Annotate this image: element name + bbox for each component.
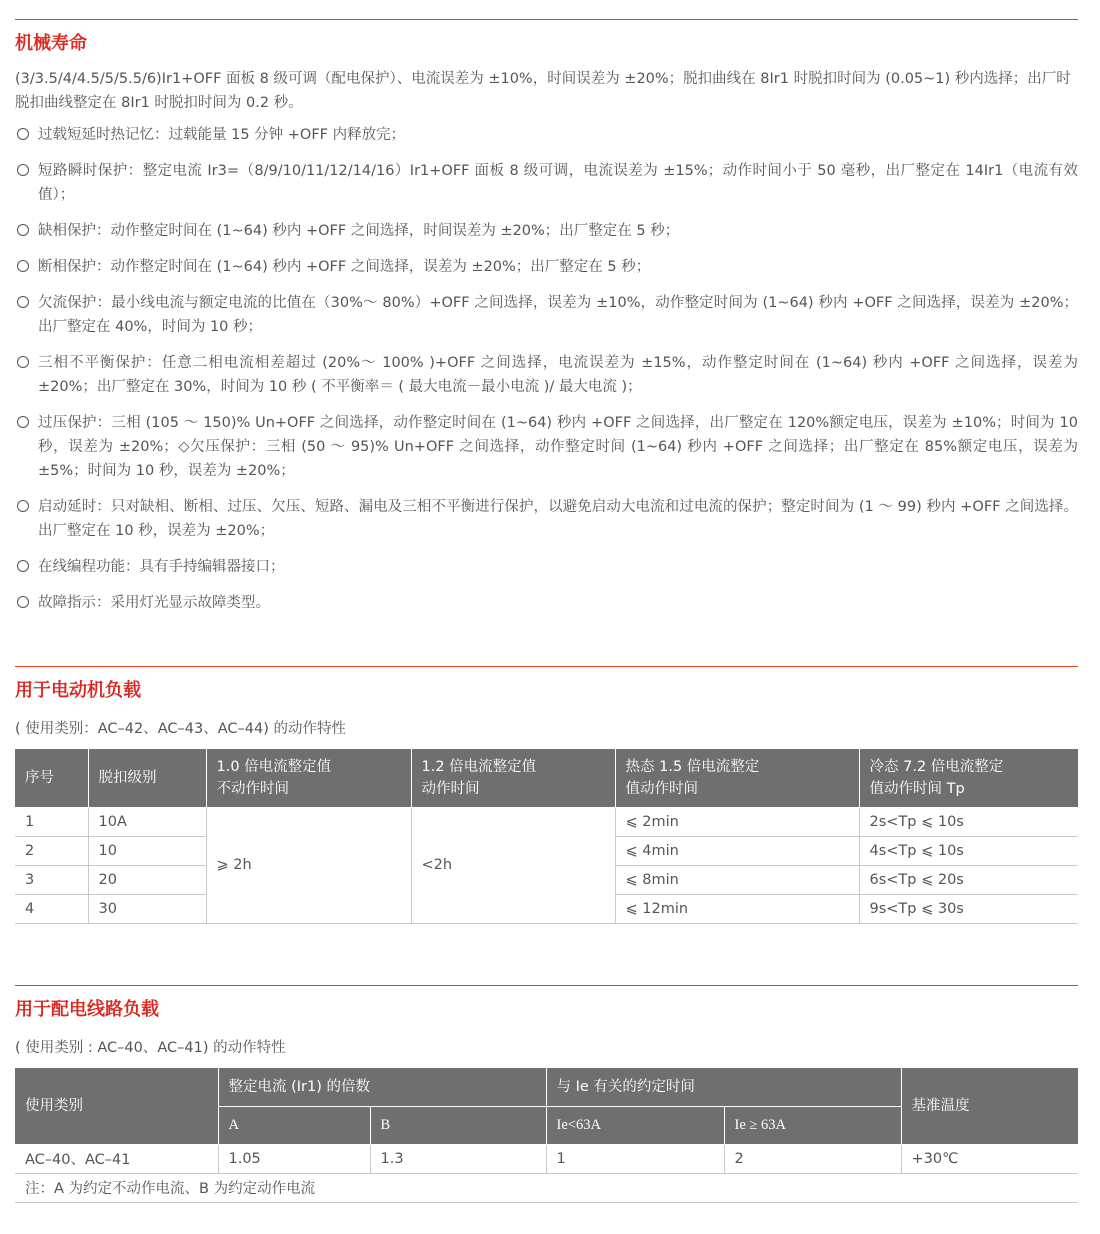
list-item: 欠流保护：最小线电流与额定电流的比值在（30%～ 80%）+OFF 之间选择，误差为 ±10%，动作整定时间为 (1~64) 秒内 +OFF 之间选择，误差为 ±20%；出厂整定在 40%，时间为 10 秒； bbox=[15, 291, 1078, 339]
cell-level: 10A bbox=[88, 807, 206, 836]
circle-bullet-icon bbox=[17, 560, 29, 572]
cell-cold: 2s<Tp ⩽ 10s bbox=[859, 807, 1078, 836]
cell-1-0x-merged: ⩾ 2h bbox=[206, 807, 411, 923]
cell-cold: 4s<Tp ⩽ 10s bbox=[859, 836, 1078, 865]
circle-bullet-icon bbox=[17, 260, 29, 272]
list-item: 短路瞬时保护：整定电流 Ir3=（8/9/10/11/12/14/16）Ir1+OFF 面板 8 级可调，电流误差为 ±15%；动作时间小于 50 毫秒，出厂整定在 14Ir1（电流有效值）； bbox=[15, 159, 1078, 207]
intro-paragraph: (3/3.5/4/4.5/5/5.5/6)Ir1+OFF 面板 8 级可调（配电保护）、电流误差为 ±10%，时间误差为 ±20%；脱扣曲线在 8Ir1 时脱扣时间为 (0.05~1) 秒内选择；出厂时脱扣曲线整定在 8Ir1 时脱扣时间为 0.2 秒。 bbox=[15, 71, 1071, 111]
circle-bullet-icon bbox=[17, 356, 29, 368]
header-b: B bbox=[370, 1106, 546, 1144]
header-cold-7-2x: 冷态 7.2 倍电流整定 值动作时间 Tp bbox=[859, 749, 1078, 807]
circle-bullet-icon bbox=[17, 596, 29, 608]
circle-bullet-icon bbox=[17, 128, 29, 140]
cell-no: 2 bbox=[15, 836, 88, 865]
cell-cold: 9s<Tp ⩽ 30s bbox=[859, 894, 1078, 923]
section-heading: 机械寿命 bbox=[15, 33, 87, 54]
cell-category: AC–40、AC–41 bbox=[15, 1144, 218, 1173]
cell-temp: +30℃ bbox=[901, 1144, 1078, 1173]
cell-b: 1.3 bbox=[370, 1144, 546, 1173]
header-no: 序号 bbox=[15, 749, 88, 807]
header-hot-1-5x: 热态 1.5 倍电流整定 值动作时间 bbox=[615, 749, 859, 807]
protection-list bbox=[15, 123, 1078, 615]
cell-hot: ⩽ 8min bbox=[615, 865, 859, 894]
list-item: 在线编程功能：具有手持编辑器接口； bbox=[15, 555, 1078, 579]
list-item: 启动延时：只对缺相、断相、过压、欠压、短路、漏电及三相不平衡进行保护，以避免启动大电流和过电流的保护；整定时间为 (1 ～ 99) 秒内 +OFF 之间选择。出厂整定在 10 秒，误差为 ±20%； bbox=[15, 495, 1078, 543]
motor-load-table bbox=[15, 749, 1078, 924]
header-ie-lt-63: Ie<63A bbox=[546, 1106, 724, 1144]
list-item: 过压保护：三相 (105 ～ 150)% Un+OFF 之间选择，动作整定时间在 (1~64) 秒内 +OFF 之间选择，出厂整定在 120%额定电压，误差为 ±10%；时间为 10 秒，误差为 ±20%；◇欠压保护：三相 (50 ～ 95)% Un+OFF 之间选择，动作整定时间 (1~64) 秒内 +OFF 之间选择；出厂整定在 85%额定电压，误差为 ±5%；时间为 10 秒，误差为 ±20%； bbox=[15, 411, 1078, 483]
table-note-row bbox=[15, 1173, 1078, 1202]
list-item: 缺相保护：动作整定时间在 (1~64) 秒内 +OFF 之间选择，时间误差为 ±20%；出厂整定在 5 秒； bbox=[15, 219, 1078, 243]
circle-bullet-icon bbox=[17, 416, 29, 428]
cell-cold: 6s<Tp ⩽ 20s bbox=[859, 865, 1078, 894]
circle-bullet-icon bbox=[17, 164, 29, 176]
section-mechanical-life bbox=[15, 19, 1078, 627]
cell-no: 1 bbox=[15, 807, 88, 836]
table-subtitle: ( 使用类别：AC–42、AC–43、AC–44) 的动作特性 bbox=[15, 721, 346, 737]
section-divider bbox=[15, 985, 1078, 986]
table-row bbox=[15, 807, 1078, 836]
circle-bullet-icon bbox=[17, 500, 29, 512]
cell-hot: ⩽ 12min bbox=[615, 894, 859, 923]
header-ie-ge-63: Ie ≥ 63A bbox=[724, 1106, 901, 1144]
header-1-0x: 1.0 倍电流整定值 不动作时间 bbox=[206, 749, 411, 807]
list-item: 故障指示：采用灯光显示故障类型。 bbox=[15, 591, 1078, 615]
cell-ie-lt-63: 1 bbox=[546, 1144, 724, 1173]
cell-no: 3 bbox=[15, 865, 88, 894]
cell-ie-ge-63: 2 bbox=[724, 1144, 901, 1173]
section-distribution-load bbox=[15, 985, 1078, 1203]
list-item: 断相保护：动作整定时间在 (1~64) 秒内 +OFF 之间选择，误差为 ±20%；出厂整定在 5 秒； bbox=[15, 255, 1078, 279]
header-level: 脱扣级别 bbox=[88, 749, 206, 807]
section-heading: 用于配电线路负载 bbox=[15, 999, 159, 1020]
table-note: 注：A 为约定不动作电流、B 为约定动作电流 bbox=[15, 1173, 1078, 1202]
section-divider bbox=[15, 19, 1078, 20]
header-a: A bbox=[218, 1106, 370, 1144]
section-heading: 用于电动机负载 bbox=[15, 680, 141, 701]
list-item: 过载短延时热记忆：过载能量 15 分钟 +OFF 内释放完； bbox=[15, 123, 1078, 147]
distribution-load-table bbox=[15, 1068, 1078, 1203]
table-row bbox=[15, 1144, 1078, 1173]
header-multiple: 整定电流 (Ir1) 的倍数 bbox=[218, 1068, 546, 1106]
section-motor-load bbox=[15, 666, 1078, 924]
cell-hot: ⩽ 4min bbox=[615, 836, 859, 865]
cell-a: 1.05 bbox=[218, 1144, 370, 1173]
list-item: 三相不平衡保护：任意二相电流相差超过 (20%～ 100% )+OFF 之间选择，电流误差为 ±15%，动作整定时间在 (1~64) 秒内 +OFF 之间选择，误差为 ±20%；出厂整定在 30%，时间为 10 秒 ( 不平衡率＝ ( 最大电流－最小电流 )/ 最大电流 )； bbox=[15, 351, 1078, 399]
circle-bullet-icon bbox=[17, 296, 29, 308]
header-category: 使用类别 bbox=[15, 1068, 218, 1144]
circle-bullet-icon bbox=[17, 224, 29, 236]
cell-1-2x-merged: <2h bbox=[411, 807, 615, 923]
table-subtitle: ( 使用类别 : AC–40、AC–41) 的动作特性 bbox=[15, 1040, 286, 1056]
cell-level: 20 bbox=[88, 865, 206, 894]
cell-level: 30 bbox=[88, 894, 206, 923]
section-divider bbox=[15, 666, 1078, 667]
cell-hot: ⩽ 2min bbox=[615, 807, 859, 836]
cell-no: 4 bbox=[15, 894, 88, 923]
cell-level: 10 bbox=[88, 836, 206, 865]
header-agreed-time: 与 Ie 有关的约定时间 bbox=[546, 1068, 901, 1106]
header-1-2x: 1.2 倍电流整定值 动作时间 bbox=[411, 749, 615, 807]
header-reference-temp: 基准温度 bbox=[901, 1068, 1078, 1144]
